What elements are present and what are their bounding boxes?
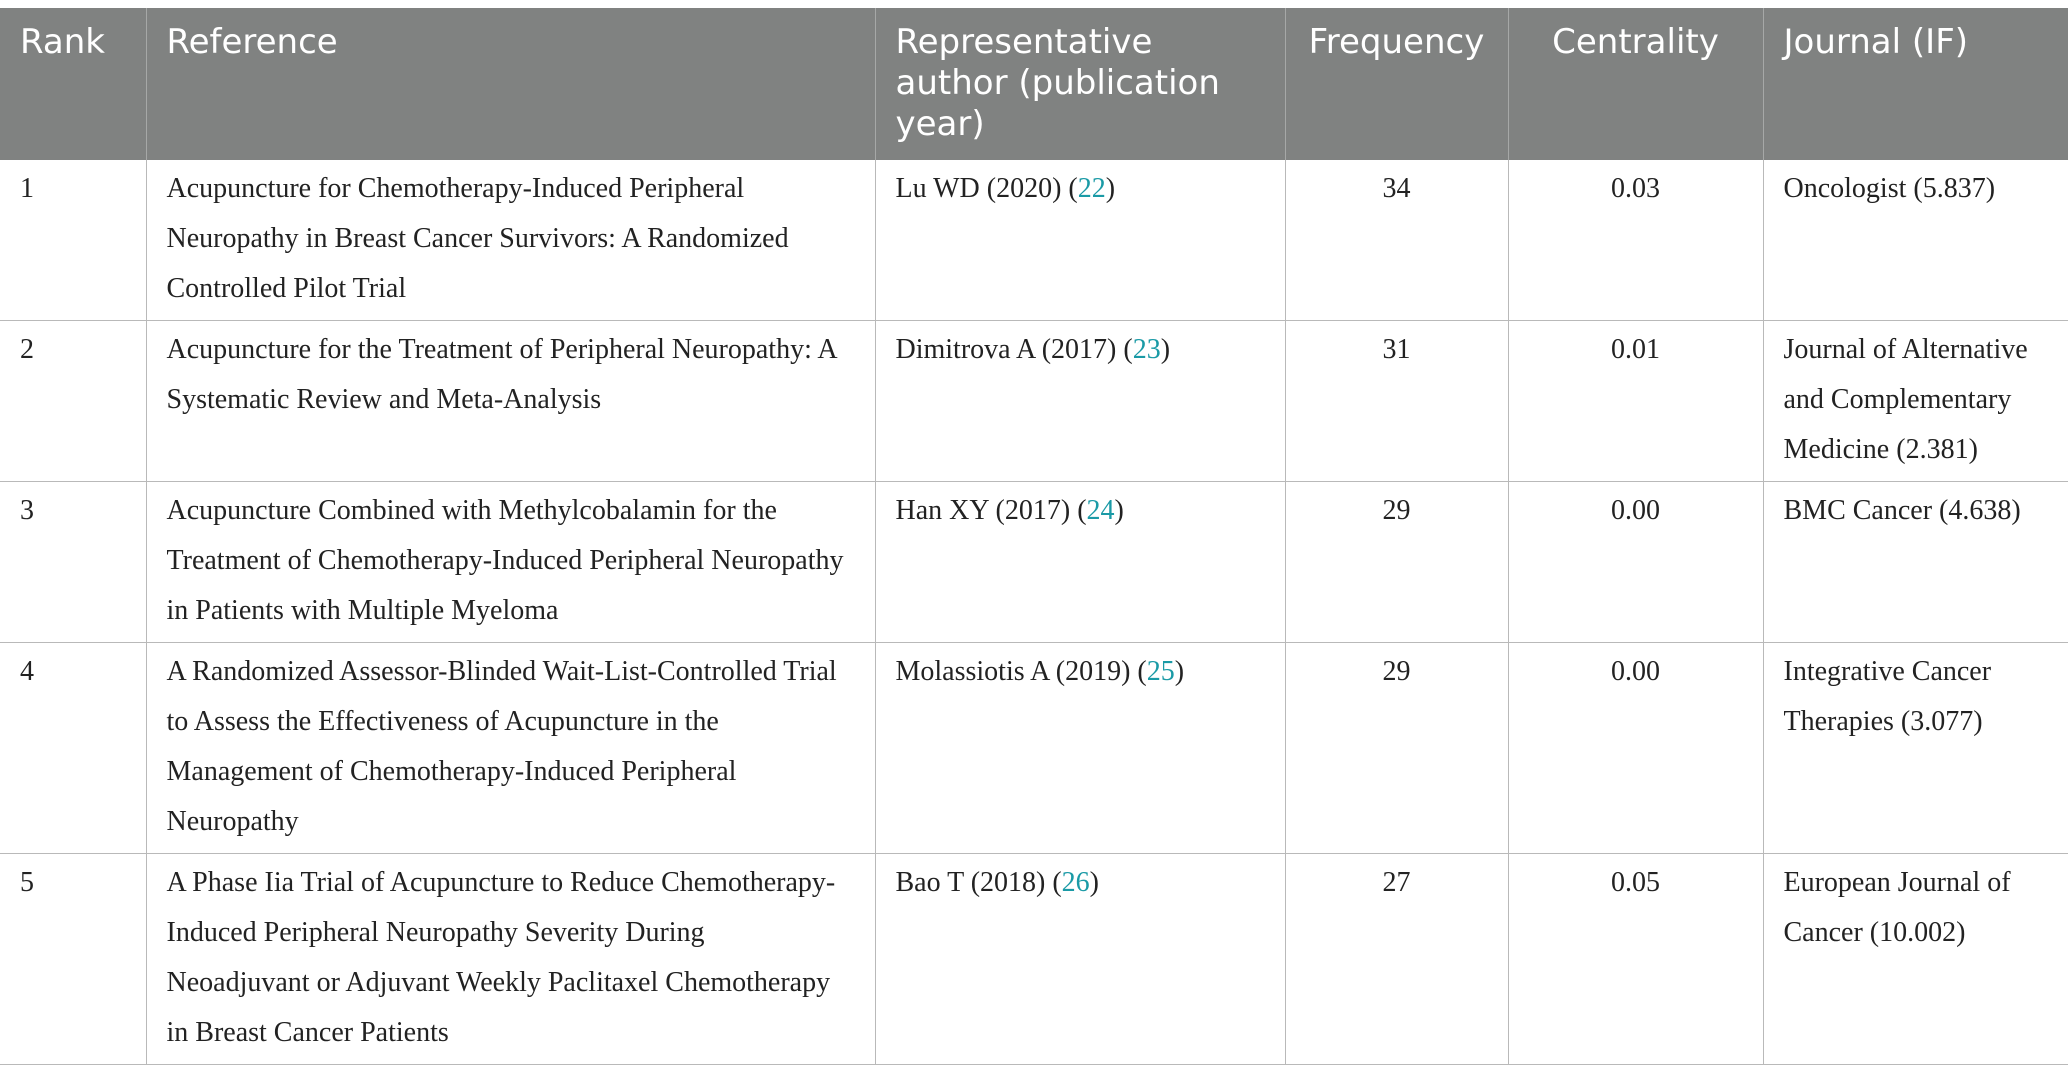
frequency-cell: 34 — [1285, 160, 1508, 321]
author-close: ) — [1174, 656, 1185, 687]
author-close: ) — [1160, 334, 1171, 365]
header-reference: Reference — [146, 8, 875, 160]
reference-cell: A Phase Iia Trial of Acupuncture to Reduce Chemotherapy-Induced Peripheral Neuropathy Severity During Neoadjuvant or Adjuvant Weekly Paclitaxel Chemotherapy in Breast Cancer Patients — [146, 854, 875, 1065]
header-rank: Rank — [20, 22, 105, 62]
reference-cell: Acupuncture Combined with Methylcobalamin for the Treatment of Chemotherapy-Induced Peripheral Neuropathy in Patients with Multiple Myeloma — [146, 482, 875, 643]
rank-cell: 3 — [0, 482, 146, 643]
header-centrality: Centrality — [1508, 8, 1763, 160]
citation-link[interactable]: 25 — [1146, 656, 1175, 687]
author-cell — [875, 482, 1285, 643]
centrality-cell: 0.00 — [1508, 482, 1763, 643]
author-text: Bao T (2018) ( — [895, 867, 1062, 898]
author-text: Molassiotis A (2019) ( — [895, 656, 1147, 687]
author-text: Han XY (2017) ( — [895, 495, 1087, 526]
centrality-cell: 0.05 — [1508, 854, 1763, 1065]
centrality-cell: 0.00 — [1508, 643, 1763, 854]
author-close: ) — [1089, 867, 1099, 898]
journal-cell: BMC Cancer (4.638) — [1763, 482, 2068, 643]
centrality-cell: 0.01 — [1508, 321, 1763, 482]
header-journal: Journal (IF) — [1763, 8, 2068, 160]
centrality-cell: 0.03 — [1508, 160, 1763, 321]
references-table — [0, 8, 2068, 1065]
table-row — [0, 643, 2068, 854]
frequency-cell: 31 — [1285, 321, 1508, 482]
citation-link[interactable]: 22 — [1077, 173, 1106, 204]
table-row — [0, 321, 2068, 482]
journal-cell: Journal of Alternative and Complementary Medicine (2.381) — [1763, 321, 2068, 482]
author-close: ) — [1114, 495, 1124, 526]
journal-cell: European Journal of Cancer (10.002) — [1763, 854, 2068, 1065]
table-row — [0, 482, 2068, 643]
header-frequency: Frequency — [1285, 8, 1508, 160]
author-cell — [875, 160, 1285, 321]
rank-cell: 5 — [0, 854, 146, 1065]
journal-cell: Oncologist (5.837) — [1763, 160, 2068, 321]
header-author: Representative author (publication year) — [875, 8, 1285, 160]
frequency-cell: 29 — [1285, 643, 1508, 854]
table-row — [0, 160, 2068, 321]
journal-cell: Integrative Cancer Therapies (3.077) — [1763, 643, 2068, 854]
citation-link[interactable]: 26 — [1061, 867, 1090, 898]
rank-cell: 4 — [0, 643, 146, 854]
frequency-cell: 27 — [1285, 854, 1508, 1065]
reference-cell: Acupuncture for Chemotherapy-Induced Peripheral Neuropathy in Breast Cancer Survivors: A Randomized Controlled Pilot Trial — [146, 160, 875, 321]
author-cell — [875, 643, 1285, 854]
citation-link[interactable]: 24 — [1086, 495, 1115, 526]
author-text: Dimitrova A (2017) ( — [895, 334, 1133, 365]
author-cell — [875, 321, 1285, 482]
table-header-row — [0, 8, 2068, 160]
reference-cell: A Randomized Assessor-Blinded Wait-List-Controlled Trial to Assess the Effectiveness of Acupuncture in the Management of Chemotherapy-Induced Peripheral Neuropathy — [146, 643, 875, 854]
frequency-cell: 29 — [1285, 482, 1508, 643]
rank-cell: 2 — [0, 321, 146, 482]
reference-cell: Acupuncture for the Treatment of Peripheral Neuropathy: A Systematic Review and Meta-Analysis — [146, 321, 875, 482]
table-row — [0, 854, 2068, 1065]
author-close: ) — [1105, 173, 1116, 204]
author-cell — [875, 854, 1285, 1065]
rank-cell: 1 — [0, 160, 146, 321]
author-text: Lu WD (2020) ( — [895, 173, 1078, 204]
citation-link[interactable]: 23 — [1132, 334, 1161, 365]
